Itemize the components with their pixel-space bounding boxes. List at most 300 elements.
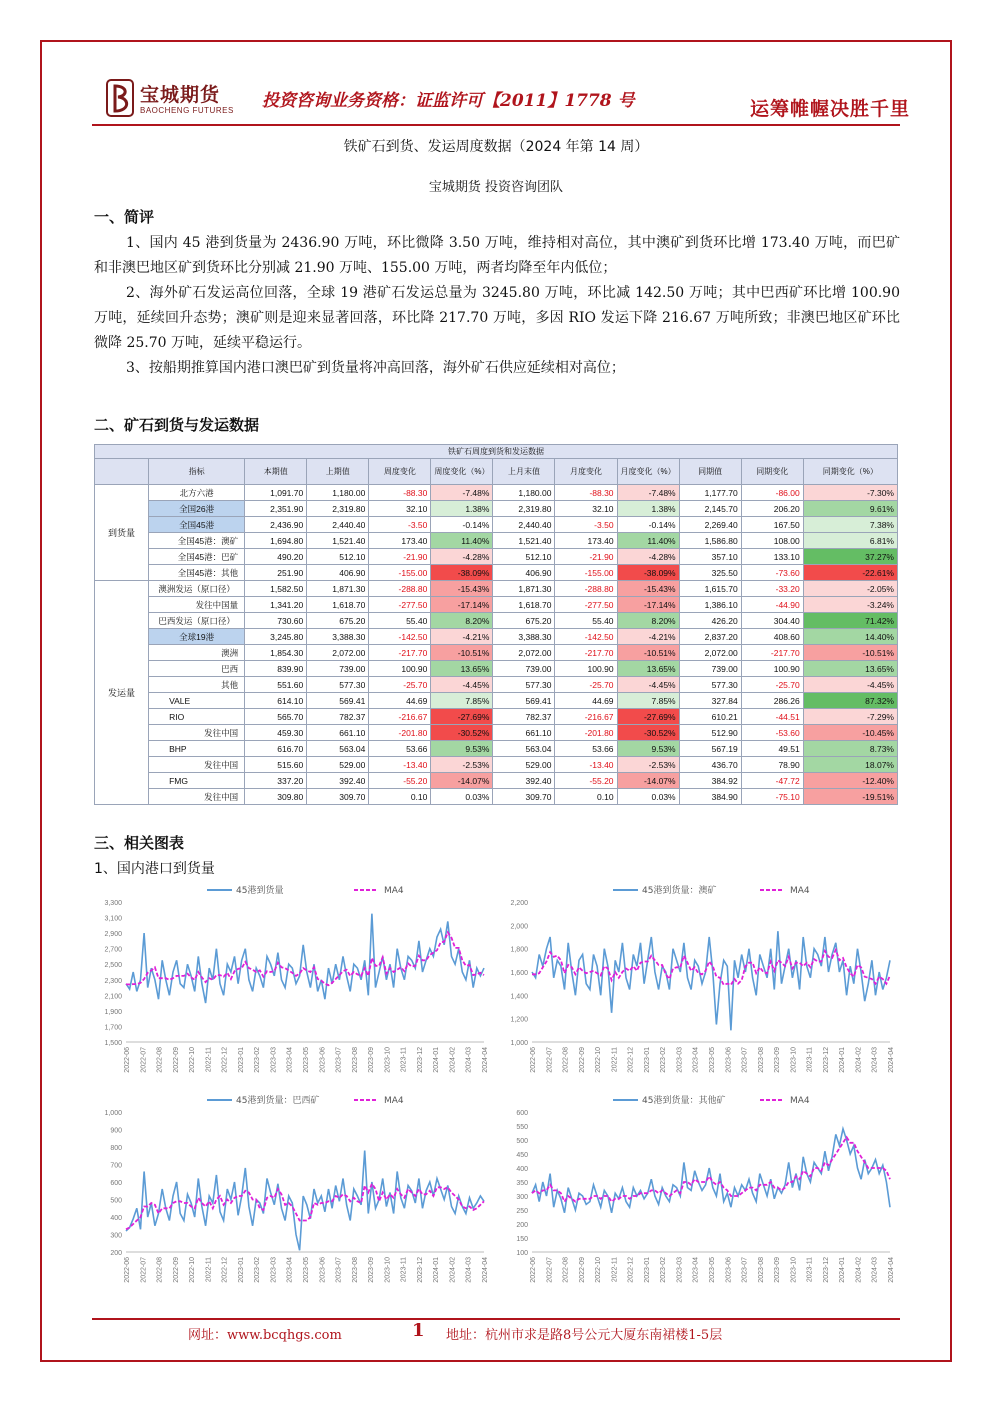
legend-label-series: 45港到货量：其他矿 bbox=[642, 1096, 726, 1106]
table-cell: -3.50 bbox=[369, 517, 431, 533]
x-tick-label: 2023-11 bbox=[806, 1047, 814, 1073]
x-tick-label: 2023-10 bbox=[790, 1047, 798, 1073]
y-tick-label: 600 bbox=[110, 1180, 122, 1187]
table-cell: 675.20 bbox=[493, 613, 555, 629]
row-label: 澳洲发运（原口径） bbox=[149, 581, 245, 597]
table-cell: 2,440.40 bbox=[307, 517, 369, 533]
legend-label-series: 45港到货量 bbox=[236, 886, 284, 896]
table-cell: -10.51% bbox=[803, 645, 897, 661]
x-tick-label: 2023-01 bbox=[643, 1047, 651, 1073]
x-tick-label: 2023-09 bbox=[774, 1257, 782, 1283]
table-row bbox=[95, 789, 898, 805]
table-cell: -47.72 bbox=[741, 773, 803, 789]
table-cell: -4.45% bbox=[803, 677, 897, 693]
table-cell: 1,341.20 bbox=[245, 597, 307, 613]
y-tick-label: 1,800 bbox=[510, 946, 528, 954]
y-tick-label: 900 bbox=[110, 1127, 122, 1135]
y-tick-label: 150 bbox=[516, 1236, 528, 1243]
x-tick-label: 2022-06 bbox=[530, 1047, 537, 1073]
table-cell: 577.30 bbox=[493, 677, 555, 693]
y-tick-label: 400 bbox=[110, 1215, 122, 1222]
y-tick-label: 2,200 bbox=[510, 900, 528, 907]
column-header: 周度变化（%） bbox=[431, 459, 493, 485]
table-cell: -86.00 bbox=[741, 485, 803, 501]
table-cell: -0.14% bbox=[617, 517, 679, 533]
table-cell: 44.69 bbox=[369, 693, 431, 709]
table-cell: 563.04 bbox=[307, 741, 369, 757]
y-tick-label: 1,200 bbox=[510, 1016, 528, 1024]
table-row bbox=[95, 741, 898, 757]
table-cell: -142.50 bbox=[369, 629, 431, 645]
x-tick-label: 2023-01 bbox=[237, 1047, 245, 1073]
x-tick-label: 2023-07 bbox=[335, 1047, 343, 1073]
table-cell: 490.20 bbox=[245, 549, 307, 565]
table-cell: 565.70 bbox=[245, 709, 307, 725]
table-cell: 569.41 bbox=[493, 693, 555, 709]
table-cell: -277.50 bbox=[555, 597, 617, 613]
chart-45port-australia bbox=[498, 880, 898, 1088]
y-tick-label: 400 bbox=[516, 1166, 528, 1173]
table-cell: 1,694.80 bbox=[245, 533, 307, 549]
x-tick-label: 2024-04 bbox=[482, 1047, 489, 1073]
table-cell: 551.60 bbox=[245, 677, 307, 693]
y-tick-label: 550 bbox=[516, 1124, 528, 1131]
logo-icon bbox=[106, 78, 136, 118]
y-tick-label: 2,900 bbox=[104, 931, 122, 939]
table-cell: 55.40 bbox=[369, 613, 431, 629]
table-cell: -55.20 bbox=[555, 773, 617, 789]
x-tick-label: 2023-06 bbox=[319, 1257, 327, 1283]
x-tick-label: 2023-08 bbox=[757, 1257, 765, 1283]
table-cell: 1,586.80 bbox=[679, 533, 741, 549]
table-cell: -88.30 bbox=[555, 485, 617, 501]
company-logo bbox=[106, 78, 236, 120]
table-cell: 529.00 bbox=[307, 757, 369, 773]
table-cell: 392.40 bbox=[493, 773, 555, 789]
table-cell: 406.90 bbox=[493, 565, 555, 581]
row-label: 其他 bbox=[149, 677, 245, 693]
ma-line bbox=[532, 1137, 890, 1201]
table-cell: 739.00 bbox=[307, 661, 369, 677]
table-cell: 1,180.00 bbox=[493, 485, 555, 501]
x-tick-label: 2022-08 bbox=[156, 1047, 164, 1073]
chart-45port-brazil bbox=[92, 1090, 492, 1298]
row-label: RIO bbox=[149, 709, 245, 725]
x-tick-label: 2024-02 bbox=[855, 1047, 863, 1073]
y-tick-label: 1,400 bbox=[510, 993, 528, 1001]
x-tick-label: 2023-05 bbox=[709, 1257, 716, 1283]
x-tick-label: 2024-03 bbox=[871, 1257, 879, 1283]
table-row bbox=[95, 629, 898, 645]
x-tick-label: 2024-04 bbox=[888, 1257, 895, 1283]
table-row bbox=[95, 597, 898, 613]
table-cell: 515.60 bbox=[245, 757, 307, 773]
row-label: 全球19港 bbox=[149, 629, 245, 645]
table-cell: 1,871.30 bbox=[493, 581, 555, 597]
table-cell: -38.09% bbox=[617, 565, 679, 581]
table-cell: 8.20% bbox=[431, 613, 493, 629]
review-paragraphs bbox=[94, 231, 900, 381]
table-cell: 614.10 bbox=[245, 693, 307, 709]
table-cell: -14.07% bbox=[617, 773, 679, 789]
table-cell: -217.70 bbox=[741, 645, 803, 661]
table-cell: -27.69% bbox=[431, 709, 493, 725]
table-title-row bbox=[95, 445, 898, 459]
table-cell: 408.60 bbox=[741, 629, 803, 645]
table-cell: 108.00 bbox=[741, 533, 803, 549]
table-cell: 32.10 bbox=[555, 501, 617, 517]
table-cell: -217.70 bbox=[369, 645, 431, 661]
table-cell: -73.60 bbox=[741, 565, 803, 581]
x-tick-label: 2022-08 bbox=[562, 1257, 570, 1283]
row-label: 发往中国 bbox=[149, 725, 245, 741]
x-tick-label: 2023-04 bbox=[692, 1257, 700, 1283]
chart-svg bbox=[92, 1090, 492, 1298]
y-tick-label: 2,100 bbox=[104, 993, 122, 1001]
page-number: 1 bbox=[412, 1320, 425, 1341]
x-tick-label: 2024-03 bbox=[465, 1047, 473, 1073]
table-cell: 1,618.70 bbox=[307, 597, 369, 613]
table-cell: 53.66 bbox=[369, 741, 431, 757]
y-tick-label: 300 bbox=[110, 1232, 122, 1240]
x-tick-label: 2022-08 bbox=[156, 1257, 164, 1283]
table-cell: -2.05% bbox=[803, 581, 897, 597]
table-cell: 2,072.00 bbox=[493, 645, 555, 661]
row-label: 发往中国量 bbox=[149, 597, 245, 613]
x-tick-label: 2023-01 bbox=[643, 1257, 651, 1283]
x-tick-label: 2024-03 bbox=[465, 1257, 473, 1283]
x-tick-label: 2023-05 bbox=[303, 1257, 310, 1283]
table-cell: -17.14% bbox=[617, 597, 679, 613]
legend-label-ma: MA4 bbox=[790, 886, 810, 896]
table-cell: -277.50 bbox=[369, 597, 431, 613]
x-tick-label: 2022-07 bbox=[140, 1257, 148, 1283]
x-tick-label: 2022-07 bbox=[140, 1047, 148, 1073]
table-cell: -201.80 bbox=[555, 725, 617, 741]
y-tick-label: 500 bbox=[516, 1138, 528, 1145]
table-cell: 0.10 bbox=[369, 789, 431, 805]
table-cell: 1,091.70 bbox=[245, 485, 307, 501]
table-cell: 133.10 bbox=[741, 549, 803, 565]
table-row bbox=[95, 693, 898, 709]
y-tick-label: 1,500 bbox=[104, 1040, 122, 1047]
footer-website: 网址：www.bcqhgs.com bbox=[188, 1328, 342, 1343]
x-tick-label: 2023-04 bbox=[286, 1257, 294, 1283]
table-cell: 1,582.50 bbox=[245, 581, 307, 597]
table-cell: 577.30 bbox=[307, 677, 369, 693]
row-label: 全国45港：澳矿 bbox=[149, 533, 245, 549]
table-cell: 304.40 bbox=[741, 613, 803, 629]
x-tick-label: 2023-06 bbox=[319, 1047, 327, 1073]
table-cell: 3,388.30 bbox=[307, 629, 369, 645]
table-cell: 18.07% bbox=[803, 757, 897, 773]
x-tick-label: 2022-08 bbox=[562, 1047, 570, 1073]
row-label: FMG bbox=[149, 773, 245, 789]
column-header: 同期变化（%） bbox=[803, 459, 897, 485]
table-cell: 610.21 bbox=[679, 709, 741, 725]
review-paragraph-2: 2、海外矿石发运高位回落，全球 19 港矿石发运总量为 3245.80 万吨，环比减 142.50 万吨；其中巴西矿环比增 100.90 万吨，延续回升态势；澳矿则是迎来显著回落，环比降 217.70 万吨，多因 RIO 发运下降 216.67 万吨所致；非澳巴地区矿环比微降 25.70 万吨，延续平稳运行。 bbox=[94, 285, 900, 351]
table-cell: 1,386.10 bbox=[679, 597, 741, 613]
row-label: BHP bbox=[149, 741, 245, 757]
table-cell: -15.43% bbox=[431, 581, 493, 597]
y-tick-label: 3,300 bbox=[104, 900, 122, 907]
x-tick-label: 2023-11 bbox=[400, 1047, 408, 1073]
table-cell: 9.61% bbox=[803, 501, 897, 517]
table-cell: -0.14% bbox=[431, 517, 493, 533]
table-row bbox=[95, 645, 898, 661]
footer-address: 地址：杭州市求是路8号公元大厦东南裙楼1-5层 bbox=[446, 1328, 723, 1343]
table-cell: -13.40 bbox=[369, 757, 431, 773]
review-paragraph-1: 1、国内 45 港到货量为 2436.90 万吨，环比微降 3.50 万吨，维持相对高位，其中澳矿到货环比增 173.40 万吨，而巴矿和非澳巴地区矿到货环比分别减 21.90 万吨、155.00 万吨，两者均降至年内低位； bbox=[94, 235, 900, 276]
series-line bbox=[532, 931, 890, 1030]
table-cell: 53.66 bbox=[555, 741, 617, 757]
table-row bbox=[95, 709, 898, 725]
group-label-shipment: 发运量 bbox=[95, 581, 149, 805]
table-cell: 11.40% bbox=[431, 533, 493, 549]
y-tick-label: 2,500 bbox=[104, 962, 122, 970]
table-cell: 661.10 bbox=[493, 725, 555, 741]
x-tick-label: 2022-06 bbox=[124, 1257, 131, 1283]
x-tick-label: 2023-11 bbox=[400, 1257, 408, 1283]
x-tick-label: 2022-10 bbox=[595, 1257, 603, 1283]
column-header: 本期值 bbox=[245, 459, 307, 485]
table-cell: -10.51% bbox=[431, 645, 493, 661]
table-cell: 739.00 bbox=[679, 661, 741, 677]
chart-legend bbox=[613, 1094, 810, 1106]
x-tick-label: 2023-09 bbox=[368, 1257, 376, 1283]
table-cell: -216.67 bbox=[369, 709, 431, 725]
table-cell: -88.30 bbox=[369, 485, 431, 501]
table-cell: 2,440.40 bbox=[493, 517, 555, 533]
table-cell: -4.45% bbox=[617, 677, 679, 693]
x-tick-label: 2023-03 bbox=[676, 1047, 684, 1073]
table-cell: 327.84 bbox=[679, 693, 741, 709]
table-cell: 782.37 bbox=[307, 709, 369, 725]
x-tick-label: 2023-05 bbox=[709, 1047, 716, 1073]
table-cell: 173.40 bbox=[555, 533, 617, 549]
y-tick-label: 2,300 bbox=[104, 977, 122, 985]
table-cell: 7.38% bbox=[803, 517, 897, 533]
table-cell: 426.20 bbox=[679, 613, 741, 629]
table-cell: 1,618.70 bbox=[493, 597, 555, 613]
x-tick-label: 2022-12 bbox=[221, 1047, 229, 1073]
column-header: 月度变化（%） bbox=[617, 459, 679, 485]
table-cell: 251.90 bbox=[245, 565, 307, 581]
table-cell: -4.21% bbox=[617, 629, 679, 645]
table-cell: 2,072.00 bbox=[679, 645, 741, 661]
table-cell: 739.00 bbox=[493, 661, 555, 677]
table-cell: 2,319.80 bbox=[493, 501, 555, 517]
x-tick-label: 2024-04 bbox=[482, 1257, 489, 1283]
row-label: 全国45港 bbox=[149, 517, 245, 533]
table-cell: -12.40% bbox=[803, 773, 897, 789]
legend-label-series: 45港到货量：巴西矿 bbox=[236, 1096, 320, 1106]
table-cell: 1,521.40 bbox=[493, 533, 555, 549]
row-label: 全国26港 bbox=[149, 501, 245, 517]
table-cell: -142.50 bbox=[555, 629, 617, 645]
qualification-text: 投资咨询业务资格：证监许可【2011】1778 号 bbox=[262, 91, 635, 111]
table-cell: -4.28% bbox=[431, 549, 493, 565]
x-tick-label: 2023-04 bbox=[286, 1047, 294, 1073]
x-tick-label: 2022-09 bbox=[172, 1047, 180, 1073]
legend-label-ma: MA4 bbox=[790, 1096, 810, 1106]
x-tick-label: 2023-02 bbox=[660, 1047, 668, 1073]
table-cell: 2,145.70 bbox=[679, 501, 741, 517]
table-row bbox=[95, 613, 898, 629]
table-cell: 3,245.80 bbox=[245, 629, 307, 645]
chart-45port-other bbox=[498, 1090, 898, 1298]
x-tick-label: 2022-10 bbox=[189, 1257, 197, 1283]
x-tick-label: 2022-12 bbox=[627, 1047, 635, 1073]
table-cell: 7.85% bbox=[431, 693, 493, 709]
chart-legend bbox=[207, 1094, 404, 1106]
x-tick-label: 2022-06 bbox=[124, 1047, 131, 1073]
x-tick-label: 2024-01 bbox=[839, 1257, 847, 1283]
table-cell: 357.10 bbox=[679, 549, 741, 565]
table-cell: -44.90 bbox=[741, 597, 803, 613]
section-heading-data: 二、矿石到货与发运数据 bbox=[94, 416, 260, 434]
x-tick-label: 2022-10 bbox=[595, 1047, 603, 1073]
table-cell: 309.80 bbox=[245, 789, 307, 805]
motto-text: 运筹帷幄决胜千里 bbox=[749, 98, 910, 120]
table-cell: -38.09% bbox=[431, 565, 493, 581]
group-label-arrival: 到货量 bbox=[95, 485, 149, 581]
x-tick-label: 2024-02 bbox=[449, 1257, 457, 1283]
row-label: 全国45港：巴矿 bbox=[149, 549, 245, 565]
table-cell: -10.51% bbox=[617, 645, 679, 661]
table-cell: 44.69 bbox=[555, 693, 617, 709]
table-cell: 675.20 bbox=[307, 613, 369, 629]
table-cell: 384.92 bbox=[679, 773, 741, 789]
table-header-row bbox=[95, 459, 898, 485]
table-cell: 49.51 bbox=[741, 741, 803, 757]
table-cell: -44.51 bbox=[741, 709, 803, 725]
table-cell: 569.41 bbox=[307, 693, 369, 709]
x-tick-label: 2022-11 bbox=[205, 1257, 213, 1283]
table-cell: 8.73% bbox=[803, 741, 897, 757]
table-cell: -288.80 bbox=[369, 581, 431, 597]
table-cell: 406.90 bbox=[307, 565, 369, 581]
table-cell: 730.60 bbox=[245, 613, 307, 629]
table-cell: -30.52% bbox=[617, 725, 679, 741]
table-cell: 436.70 bbox=[679, 757, 741, 773]
y-tick-label: 1,700 bbox=[104, 1024, 122, 1032]
x-tick-label: 2023-12 bbox=[416, 1047, 424, 1073]
y-tick-label: 250 bbox=[516, 1208, 528, 1215]
table-cell: -7.48% bbox=[617, 485, 679, 501]
x-tick-label: 2023-10 bbox=[384, 1047, 392, 1073]
table-title: 铁矿石周度到货和发运数据 bbox=[95, 445, 898, 459]
table-cell: 459.30 bbox=[245, 725, 307, 741]
section-heading-review: 一、简评 bbox=[94, 208, 155, 226]
x-tick-label: 2023-10 bbox=[384, 1257, 392, 1283]
y-tick-label: 3,100 bbox=[104, 915, 122, 923]
table-cell: 512.10 bbox=[493, 549, 555, 565]
y-tick-label: 1,900 bbox=[104, 1008, 122, 1016]
table-row bbox=[95, 773, 898, 789]
x-tick-label: 2022-06 bbox=[530, 1257, 537, 1283]
table-cell: 1.38% bbox=[617, 501, 679, 517]
table-cell: -25.70 bbox=[741, 677, 803, 693]
table-row bbox=[95, 565, 898, 581]
logo-name: 宝城期货 bbox=[140, 84, 221, 106]
table-cell: -53.60 bbox=[741, 725, 803, 741]
table-cell: 3,388.30 bbox=[493, 629, 555, 645]
x-tick-label: 2022-07 bbox=[546, 1257, 554, 1283]
x-tick-label: 2023-04 bbox=[692, 1047, 700, 1073]
table-cell: -155.00 bbox=[369, 565, 431, 581]
table-cell: -33.20 bbox=[741, 581, 803, 597]
data-table-container bbox=[94, 444, 898, 805]
y-tick-label: 2,000 bbox=[510, 923, 528, 931]
table-cell: 0.10 bbox=[555, 789, 617, 805]
x-tick-label: 2023-07 bbox=[335, 1257, 343, 1283]
table-row bbox=[95, 725, 898, 741]
x-tick-label: 2023-12 bbox=[822, 1047, 830, 1073]
table-cell: 87.32% bbox=[803, 693, 897, 709]
table-cell: 1,615.70 bbox=[679, 581, 741, 597]
table-cell: 13.65% bbox=[617, 661, 679, 677]
table-cell: -7.30% bbox=[803, 485, 897, 501]
table-cell: 512.90 bbox=[679, 725, 741, 741]
table-cell: 71.42% bbox=[803, 613, 897, 629]
y-tick-label: 200 bbox=[110, 1250, 122, 1257]
table-cell: 100.90 bbox=[369, 661, 431, 677]
chart-svg bbox=[498, 880, 898, 1088]
table-cell: 6.81% bbox=[803, 533, 897, 549]
table-cell: -15.43% bbox=[617, 581, 679, 597]
chart-legend bbox=[613, 884, 810, 896]
table-cell: -4.28% bbox=[617, 549, 679, 565]
series-line bbox=[126, 914, 484, 1003]
y-tick-label: 600 bbox=[516, 1110, 528, 1117]
y-tick-label: 500 bbox=[110, 1197, 122, 1205]
x-tick-label: 2022-12 bbox=[221, 1257, 229, 1283]
x-tick-label: 2023-11 bbox=[806, 1257, 814, 1283]
table-row bbox=[95, 485, 898, 501]
chart-svg bbox=[92, 880, 492, 1088]
table-cell: -21.90 bbox=[555, 549, 617, 565]
table-cell: -30.52% bbox=[431, 725, 493, 741]
x-tick-label: 2023-03 bbox=[676, 1257, 684, 1283]
table-cell: 206.20 bbox=[741, 501, 803, 517]
x-tick-label: 2023-07 bbox=[741, 1257, 749, 1283]
table-cell: -27.69% bbox=[617, 709, 679, 725]
table-cell: 100.90 bbox=[555, 661, 617, 677]
series-line bbox=[532, 1129, 890, 1213]
table-cell: 9.53% bbox=[431, 741, 493, 757]
y-tick-label: 1,000 bbox=[510, 1040, 528, 1047]
table-row bbox=[95, 517, 898, 533]
table-cell: 9.53% bbox=[617, 741, 679, 757]
table-cell: -3.50 bbox=[555, 517, 617, 533]
x-tick-label: 2023-02 bbox=[254, 1047, 262, 1073]
table-cell: 32.10 bbox=[369, 501, 431, 517]
row-label: 巴西发运（原口径） bbox=[149, 613, 245, 629]
table-cell: -55.20 bbox=[369, 773, 431, 789]
table-cell: 529.00 bbox=[493, 757, 555, 773]
header-divider bbox=[92, 124, 900, 126]
x-tick-label: 2023-05 bbox=[303, 1047, 310, 1073]
table-cell: -22.61% bbox=[803, 565, 897, 581]
table-cell: -14.07% bbox=[431, 773, 493, 789]
row-label: 全国45港：其他 bbox=[149, 565, 245, 581]
x-tick-label: 2023-10 bbox=[790, 1257, 798, 1283]
table-cell: -7.48% bbox=[431, 485, 493, 501]
legend-label-ma: MA4 bbox=[384, 1096, 404, 1106]
table-cell: -288.80 bbox=[555, 581, 617, 597]
table-cell: 14.40% bbox=[803, 629, 897, 645]
